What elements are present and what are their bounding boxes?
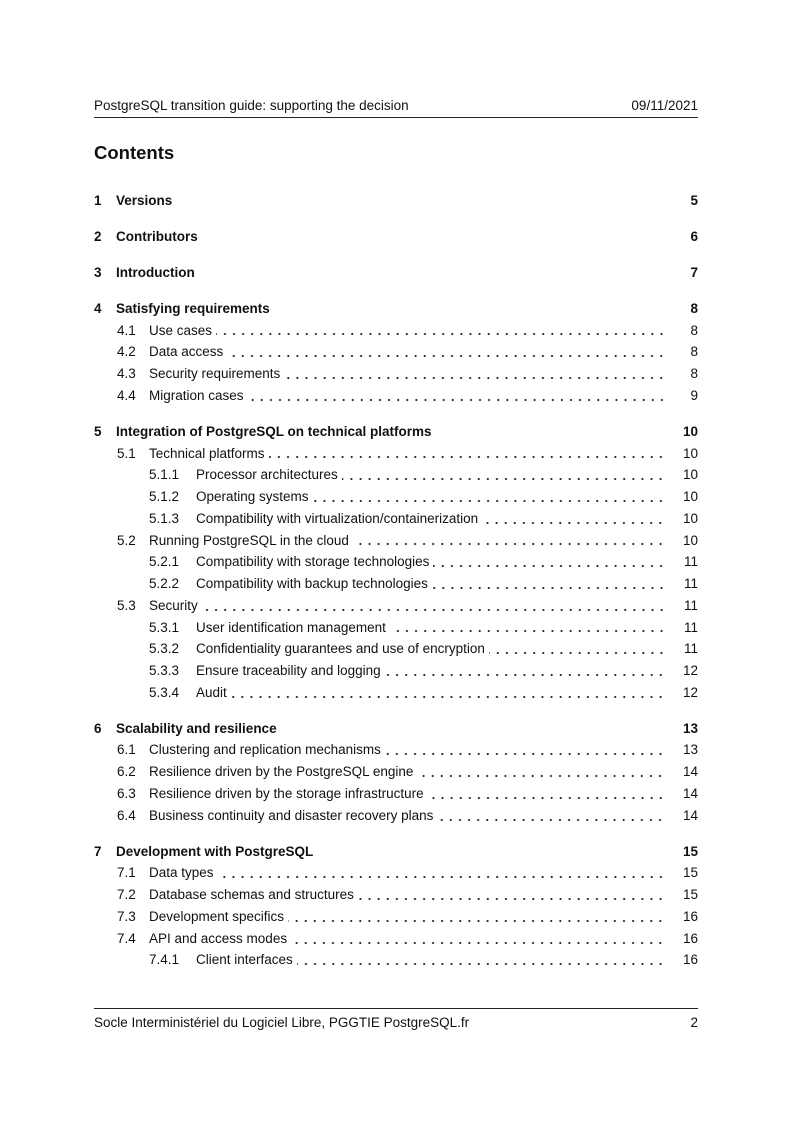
- dot-leader: [248, 395, 666, 405]
- dot-leader: [482, 518, 665, 528]
- toc-entry-number: 7.3: [117, 908, 136, 924]
- toc-entry-title[interactable]: Client interfaces: [196, 952, 293, 968]
- toc-entry-page[interactable]: 10: [682, 510, 698, 526]
- toc-entry-number: 6.1: [117, 742, 136, 758]
- toc-entry-page[interactable]: 14: [682, 764, 698, 780]
- toc-entry-number: 5.3.1: [149, 619, 180, 635]
- toc-entry-number: 2: [94, 228, 102, 244]
- dot-leader: [353, 539, 665, 549]
- toc-entry-number: 4: [94, 300, 102, 316]
- toc-entry-page[interactable]: 10: [682, 467, 698, 483]
- dot-leader: [432, 583, 666, 593]
- toc-entry-title[interactable]: Ensure traceability and logging: [196, 663, 381, 678]
- toc-entry-page[interactable]: 14: [682, 785, 698, 801]
- toc-entry[interactable]: [94, 298, 698, 320]
- toc-entry[interactable]: [94, 906, 698, 928]
- toc-entry-page[interactable]: 10: [682, 489, 698, 504]
- toc-entry-number: 6.4: [117, 807, 136, 823]
- toc-entry-page[interactable]: 14: [682, 807, 698, 823]
- dot-leader: [291, 938, 665, 948]
- toc-entry[interactable]: [94, 682, 698, 704]
- toc-entry-title[interactable]: Versions: [116, 193, 173, 208]
- toc-entry[interactable]: [94, 190, 698, 212]
- toc-entry-page[interactable]: 10: [682, 445, 698, 461]
- toc-entry-page[interactable]: 8: [690, 344, 698, 360]
- toc-entry-number: 5.2: [117, 532, 136, 548]
- toc-entry-page[interactable]: 13: [682, 720, 698, 736]
- toc-entry-title[interactable]: Clustering and replication mechanisms: [149, 742, 381, 758]
- dot-leader: [358, 894, 665, 904]
- toc-entry[interactable]: [94, 783, 698, 805]
- page-header: [94, 98, 698, 118]
- dot-leader: [227, 351, 666, 361]
- toc-entry[interactable]: [94, 551, 698, 573]
- toc-entry-number: 5.1.1: [149, 467, 180, 483]
- dot-leader: [417, 771, 665, 781]
- toc-entry[interactable]: [94, 530, 698, 552]
- toc-entry[interactable]: [94, 486, 698, 508]
- toc-entry-number: 4.3: [117, 366, 136, 382]
- toc-entry-number: 7: [94, 843, 102, 859]
- toc-entry-title[interactable]: Security: [149, 597, 198, 613]
- dot-leader: [218, 872, 665, 882]
- toc-entry-number: 4.4: [117, 387, 136, 403]
- toc-entry-title[interactable]: Security requirements: [149, 366, 281, 382]
- footer-text: Socle Interministériel du Logiciel Libre, PGGTIE PostgreSQL.fr: [94, 1015, 470, 1030]
- toc-entry-title[interactable]: Confidentiality guarantees and use of encryption: [196, 641, 485, 657]
- toc-entry[interactable]: [94, 761, 698, 783]
- toc-entry-page[interactable]: 13: [682, 742, 698, 758]
- toc-entry-title[interactable]: Audit: [196, 684, 227, 700]
- toc-entry-number: 5.1: [117, 445, 136, 461]
- toc-entry-page[interactable]: 11: [683, 619, 698, 635]
- toc-entry-title[interactable]: Business continuity and disaster recovery plans: [149, 807, 434, 823]
- toc-entry-number: 5.3.4: [149, 684, 180, 700]
- toc-entry[interactable]: [94, 862, 698, 884]
- dot-leader: [428, 793, 665, 803]
- toc-entry-title[interactable]: User identification management: [196, 619, 386, 635]
- toc-entry-number: 5.3.3: [149, 663, 180, 678]
- toc-entry[interactable]: [94, 805, 698, 827]
- dot-leader: [284, 373, 666, 383]
- toc-entry-title[interactable]: Compatibility with virtualization/containerization: [196, 510, 479, 526]
- toc-entry[interactable]: [94, 421, 698, 443]
- dot-leader: [297, 959, 665, 969]
- dot-leader: [202, 605, 666, 615]
- toc-entry-number: 7.4: [117, 930, 136, 946]
- toc-entry-title[interactable]: Satisfying requirements: [116, 300, 270, 316]
- toc-entry[interactable]: [94, 443, 698, 465]
- toc-entry-number: 4.1: [117, 322, 136, 338]
- toc-entry-number: 1: [94, 193, 102, 208]
- toc-entry-number: 5.2.1: [149, 554, 180, 570]
- toc-entry-number: 5.2.2: [149, 576, 180, 591]
- header-title: PostgreSQL transition guide: supporting the decision: [94, 98, 409, 113]
- dot-leader: [433, 561, 666, 571]
- toc-entry-page[interactable]: 11: [683, 641, 698, 657]
- toc-entry-title[interactable]: Use cases: [149, 322, 213, 338]
- toc-entry-number: 7.1: [117, 865, 136, 881]
- toc-entry-page[interactable]: 16: [682, 908, 698, 924]
- toc-entry-page[interactable]: 15: [682, 887, 698, 903]
- dot-leader: [216, 329, 666, 339]
- toc-entry-title[interactable]: Running PostgreSQL in the cloud: [149, 532, 349, 548]
- toc-entry-title[interactable]: Development specifics: [149, 908, 285, 924]
- toc-entry-title[interactable]: Data types: [149, 865, 214, 881]
- dot-leader: [231, 692, 665, 702]
- toc-entry-number: 5.1.3: [149, 510, 180, 526]
- toc-entry[interactable]: [94, 928, 698, 950]
- toc-entry-page[interactable]: 7: [690, 264, 698, 280]
- dot-leader: [390, 626, 666, 636]
- toc-entry-page[interactable]: 8: [690, 322, 698, 338]
- toc-entry-title[interactable]: Database schemas and structures: [149, 887, 354, 903]
- toc-entry-page[interactable]: 6: [690, 228, 698, 244]
- toc-entry-page[interactable]: 16: [682, 930, 698, 946]
- toc-entry-title[interactable]: Introduction: [116, 264, 195, 280]
- toc-entry[interactable]: [94, 508, 698, 530]
- toc-entry-number: 4.2: [117, 344, 136, 360]
- dot-leader: [288, 916, 665, 926]
- toc-entry-page[interactable]: 12: [682, 663, 698, 678]
- toc-entry-title[interactable]: API and access modes: [149, 930, 288, 946]
- toc-entry-number: 3: [94, 264, 102, 280]
- toc-entry-title[interactable]: Scalability and resilience: [116, 720, 277, 736]
- toc-entry-title[interactable]: Compatibility with backup technologies: [196, 576, 428, 591]
- toc-entry-title[interactable]: Migration cases: [149, 387, 244, 403]
- toc-entry-page[interactable]: 10: [682, 423, 698, 439]
- toc-entry-title[interactable]: Operating systems: [196, 489, 309, 504]
- toc-entry[interactable]: [94, 841, 698, 863]
- toc-entry[interactable]: [94, 363, 698, 385]
- toc-entry-number: 5.1.2: [149, 489, 180, 504]
- dot-leader: [342, 474, 665, 484]
- toc-entry-title[interactable]: Development with PostgreSQL: [116, 843, 314, 859]
- toc-entry[interactable]: [94, 385, 698, 407]
- toc-entry-title[interactable]: Processor architectures: [196, 467, 338, 483]
- toc-entry-page[interactable]: 9: [690, 387, 698, 403]
- toc-entry[interactable]: [94, 884, 698, 906]
- toc-entry[interactable]: [94, 949, 698, 971]
- toc-entry-number: 5: [94, 423, 102, 439]
- toc-entry-page[interactable]: 11: [683, 576, 698, 591]
- dot-leader: [385, 670, 665, 680]
- page-footer: [94, 1008, 698, 1030]
- dot-leader: [489, 648, 666, 658]
- toc-entry-title[interactable]: Resilience driven by the PostgreSQL engine: [149, 764, 414, 780]
- toc-entry-page[interactable]: 11: [683, 597, 698, 613]
- dot-leader: [437, 815, 665, 825]
- toc-entry-number: 5.3.2: [149, 641, 180, 657]
- toc-entry-page[interactable]: 8: [690, 366, 698, 382]
- toc-entry[interactable]: [94, 739, 698, 761]
- toc-entry[interactable]: [94, 226, 698, 248]
- toc-entry[interactable]: [94, 341, 698, 363]
- toc-entry-page[interactable]: 10: [682, 532, 698, 548]
- toc-entry[interactable]: [94, 262, 698, 284]
- toc-entry-number: 7.2: [117, 887, 136, 903]
- toc-entry-title[interactable]: Compatibility with storage technologies: [196, 554, 430, 570]
- toc-entry-page[interactable]: 11: [683, 554, 698, 570]
- toc-entry[interactable]: [94, 660, 698, 682]
- toc-entry[interactable]: [94, 617, 698, 639]
- toc-entry[interactable]: [94, 638, 698, 660]
- dot-leader: [269, 452, 665, 462]
- toc-entry-page[interactable]: 16: [682, 952, 698, 968]
- toc-entry-page[interactable]: 5: [690, 193, 698, 208]
- toc-entry-title[interactable]: Integration of PostgreSQL on technical platforms: [116, 423, 432, 439]
- toc-entry[interactable]: [94, 718, 698, 740]
- contents-heading: Contents: [94, 142, 175, 163]
- toc-entry-page[interactable]: 15: [682, 865, 698, 881]
- toc-entry-title[interactable]: Resilience driven by the storage infrastructure: [149, 785, 424, 801]
- page-number: 2: [690, 1015, 698, 1030]
- dot-leader: [385, 749, 665, 759]
- toc-entry-number: 5.3: [117, 597, 136, 613]
- toc-entry[interactable]: [94, 464, 698, 486]
- toc-entry-title[interactable]: Data access: [149, 344, 224, 360]
- toc-entry[interactable]: [94, 573, 698, 595]
- toc-entry-title[interactable]: Technical platforms: [149, 445, 265, 461]
- toc-entry-number: 7.4.1: [149, 952, 180, 968]
- toc-entry-number: 6: [94, 720, 102, 736]
- toc-entry-page[interactable]: 15: [682, 843, 698, 859]
- dot-leader: [313, 496, 665, 506]
- toc-entry[interactable]: [94, 320, 698, 342]
- toc-entry-number: 6.2: [117, 764, 136, 780]
- toc-entry-page[interactable]: 8: [690, 300, 698, 316]
- toc-entry-title[interactable]: Contributors: [116, 228, 198, 244]
- toc-entry-page[interactable]: 12: [682, 684, 698, 700]
- toc-entry-number: 6.3: [117, 785, 136, 801]
- toc-entry[interactable]: [94, 595, 698, 617]
- header-date: 09/11/2021: [631, 98, 698, 113]
- table-of-contents: [94, 190, 698, 971]
